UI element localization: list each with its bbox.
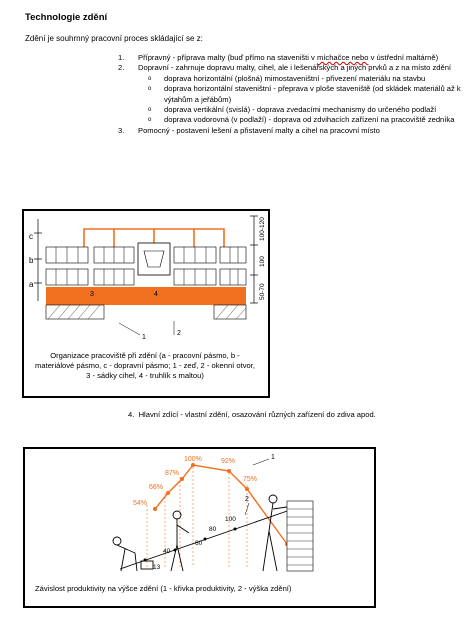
zone-label-a: a bbox=[29, 280, 34, 289]
bullet-icon: o bbox=[148, 117, 152, 124]
list-item: 2. Dopravní - zahrnuje dopravu malty, cihel, ale i lešenářských a jiných prvků a z na místo zdění bbox=[118, 63, 452, 73]
bullet-icon: o bbox=[148, 107, 152, 114]
callout-4: 4 bbox=[154, 291, 158, 298]
page-title: Technologie zdění bbox=[25, 12, 108, 23]
height-label-13: 13 bbox=[153, 564, 161, 571]
callout-1: 1 bbox=[142, 334, 146, 341]
process-list bbox=[118, 53, 463, 136]
callout-3: 3 bbox=[90, 291, 94, 298]
sub-list-item: o doprava vertikální (svislá) - doprava zvedacími mechanismy do určeného podlaží bbox=[148, 105, 437, 115]
prod-label-66: 66% bbox=[149, 484, 164, 491]
list-item: 3. Pomocný - postavení lešení a přistavení malty a cihel na pracovní místo bbox=[118, 125, 380, 135]
sub-list-item: o doprava horizontální staveništní - přeprava v ploše staveniště (od skládek materiálů až k výtahům a jeřábům) bbox=[148, 84, 461, 104]
dim-label-b: 100 bbox=[259, 256, 266, 267]
callout-2: 2 bbox=[245, 496, 249, 503]
dim-label-c: 100-120 bbox=[259, 217, 266, 241]
figure1-caption: Organizace pracoviště při zdění (a - pracovní pásmo, b - materiálové pásmo, c - dopravní pásmo; 1 - zeď, 2 - okenní otvor, 3 - sádky cihel, 4 - truhlík s maltou) bbox=[35, 351, 255, 380]
sub-list-item: o doprava vodorovná (v podlaží) - doprava od zdvihacích zařízení na pracoviště zedníka bbox=[148, 115, 455, 125]
height-label-100: 100 bbox=[225, 516, 236, 523]
intro-text: Zdění je souhrnný pracovní proces skládající se z: bbox=[25, 34, 203, 43]
height-label-80: 80 bbox=[209, 526, 217, 533]
height-label-40: 40 bbox=[163, 548, 171, 555]
prod-label-54: 54% bbox=[133, 500, 148, 507]
prod-label-75: 75% bbox=[243, 476, 258, 483]
prod-label-87: 87% bbox=[165, 470, 180, 477]
prod-label-100: 100% bbox=[184, 456, 202, 463]
list-item-4: 4. Hlavní zdící - vlastní zdění, osazování různých zařízení do zdiva apod. bbox=[128, 410, 376, 419]
figure-workplace bbox=[22, 209, 270, 398]
figure-productivity bbox=[23, 447, 376, 608]
prod-label-92: 92% bbox=[221, 458, 236, 465]
height-label-60: 60 bbox=[195, 540, 203, 547]
figure2-caption: Závislost produktivity na výšce zdění (1 - křivka produktivity, 2 - výška zdění) bbox=[35, 584, 292, 593]
list-item: 1. Přípravný - příprava malty (buď přímo na staveništi v míchačce nebo v ústřední maltárně) bbox=[118, 53, 439, 62]
workplace-diagram bbox=[24, 211, 268, 349]
bullet-icon: o bbox=[148, 75, 152, 82]
zone-label-b: b bbox=[29, 256, 34, 265]
callout-2: 2 bbox=[177, 330, 181, 337]
bullet-icon: o bbox=[148, 86, 152, 93]
dim-label-a: 50-70 bbox=[259, 283, 266, 300]
productivity-diagram bbox=[25, 449, 374, 579]
zone-label-c: c bbox=[29, 232, 33, 241]
callout-1: 1 bbox=[271, 454, 275, 461]
sub-list-item: o doprava horizontální (plošná) mimostaveništní - přivezení materiálu na stavbu bbox=[148, 73, 426, 83]
